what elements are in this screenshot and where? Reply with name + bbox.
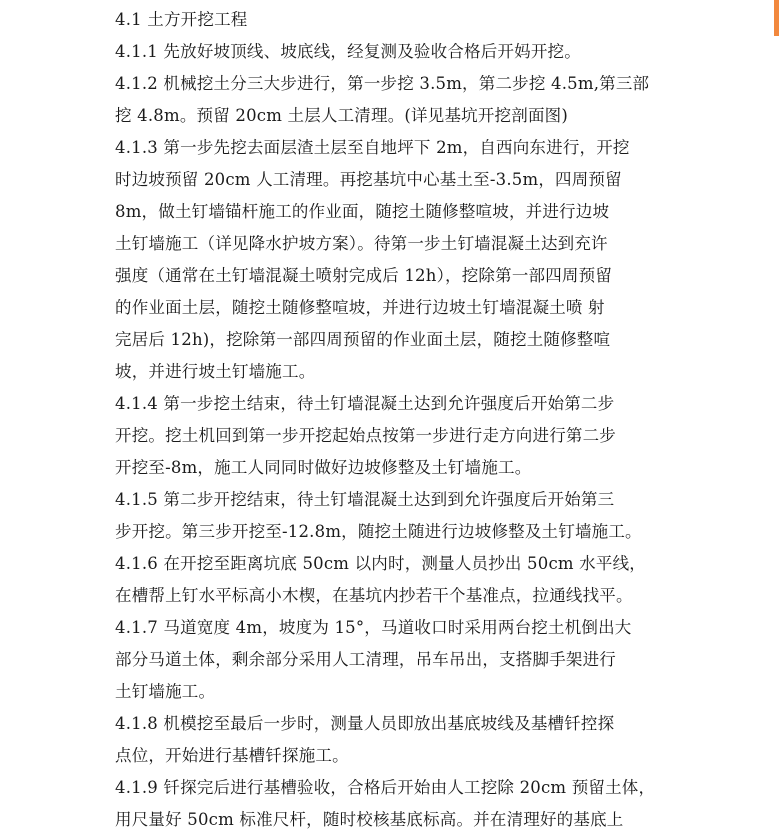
paragraph-line: 4.1.1 先放好坡顶线、坡底线，经复测及验收合格后开妈开挖。 (115, 42, 581, 61)
edge-accent-bar (774, 0, 779, 36)
paragraph-line: 挖 4.8m。预留 20cm 土层人工清理。(详见基坑开挖剖面图) (115, 106, 568, 125)
paragraph-line: 步开挖。第三步开挖至-12.8m，随挖土随进行边坡修整及土钉墙施工。 (115, 522, 642, 541)
section-heading: 4.1 土方开挖工程 (115, 10, 248, 29)
paragraph-line: 点位，开始进行基槽钎探施工。 (115, 746, 349, 765)
paragraph-line: 4.1.7 马道宽度 4m，坡度为 15°，马道收口时采用两台挖土机倒出大 (115, 618, 632, 637)
paragraph-line: 完居后 12h)，挖除第一部四周预留的作业面土层，随挖土随修整喧 (115, 330, 611, 349)
paragraph-line: 在槽帮上钉水平标高小木楔，在基坑内抄若干个基准点，拉通线找平。 (115, 586, 633, 605)
paragraph-line: 土钉墙施工。 (115, 682, 216, 701)
paragraph-line: 开挖。挖土机回到第一步开挖起始点按第一步进行走方向进行第二步 (115, 426, 616, 445)
paragraph-line: 时边坡预留 20cm 人工清理。再挖基坑中心基土至-3.5m，四周预留 (115, 170, 622, 189)
paragraph-line: 4.1.9 钎探完后进行基槽验收，合格后开始由人工挖除 20cm 预留土体， (115, 778, 656, 797)
paragraph-line: 坡，并进行坡土钉墙施工。 (115, 362, 316, 381)
paragraph-line: 4.1.3 第一步先挖去面层渣土层至自地坪下 2m，自西向东进行，开挖 (115, 138, 630, 157)
paragraph-line: 的作业面土层，随挖土随修整喧坡，并进行边坡土钉墙混凝土喷 射 (115, 298, 605, 317)
paragraph-line: 4.1.5 第二步开挖结束，待土钉墙混凝土达到到允许强度后开始第三 (115, 490, 615, 509)
document-body (115, 4, 675, 836)
paragraph-line: 4.1.8 机模挖至最后一步时，测量人员即放出基底坡线及基槽钎控探 (115, 714, 615, 733)
paragraph-line: 开挖至-8m，施工人同同时做好边坡修整及土钉墙施工。 (115, 458, 532, 477)
paragraph-line: 强度（通常在土钉墙混凝土喷射完成后 12h），挖除第一部四周预留 (115, 266, 613, 285)
paragraph-line: 4.1.4 第一步挖土结束，待土钉墙混凝土达到允许强度后开始第二步 (115, 394, 615, 413)
paragraph-line: 用尺量好 50cm 标准尺杆，随时校核基底标高。并在清理好的基底上 (115, 810, 624, 829)
paragraph-line: 4.1.6 在开挖至距离坑底 50cm 以内时，测量人员抄出 50cm 水平线， (115, 554, 646, 573)
paragraph-line: 土钉墙施工（详见降水护坡方案）。待第一步土钉墙混凝土达到充许 (115, 234, 608, 253)
paragraph-line: 部分马道土体，剩余部分采用人工清理，吊车吊出，支搭脚手架进行 (115, 650, 616, 669)
paragraph-line: 8m，做土钉墙锚杆施工的作业面，随挖土随修整喧坡，并进行边坡 (115, 202, 610, 221)
paragraph-line: 4.1.2 机械挖土分三大步进行，第一步挖 3.5m，第二步挖 4.5m,第三部 (115, 74, 650, 93)
